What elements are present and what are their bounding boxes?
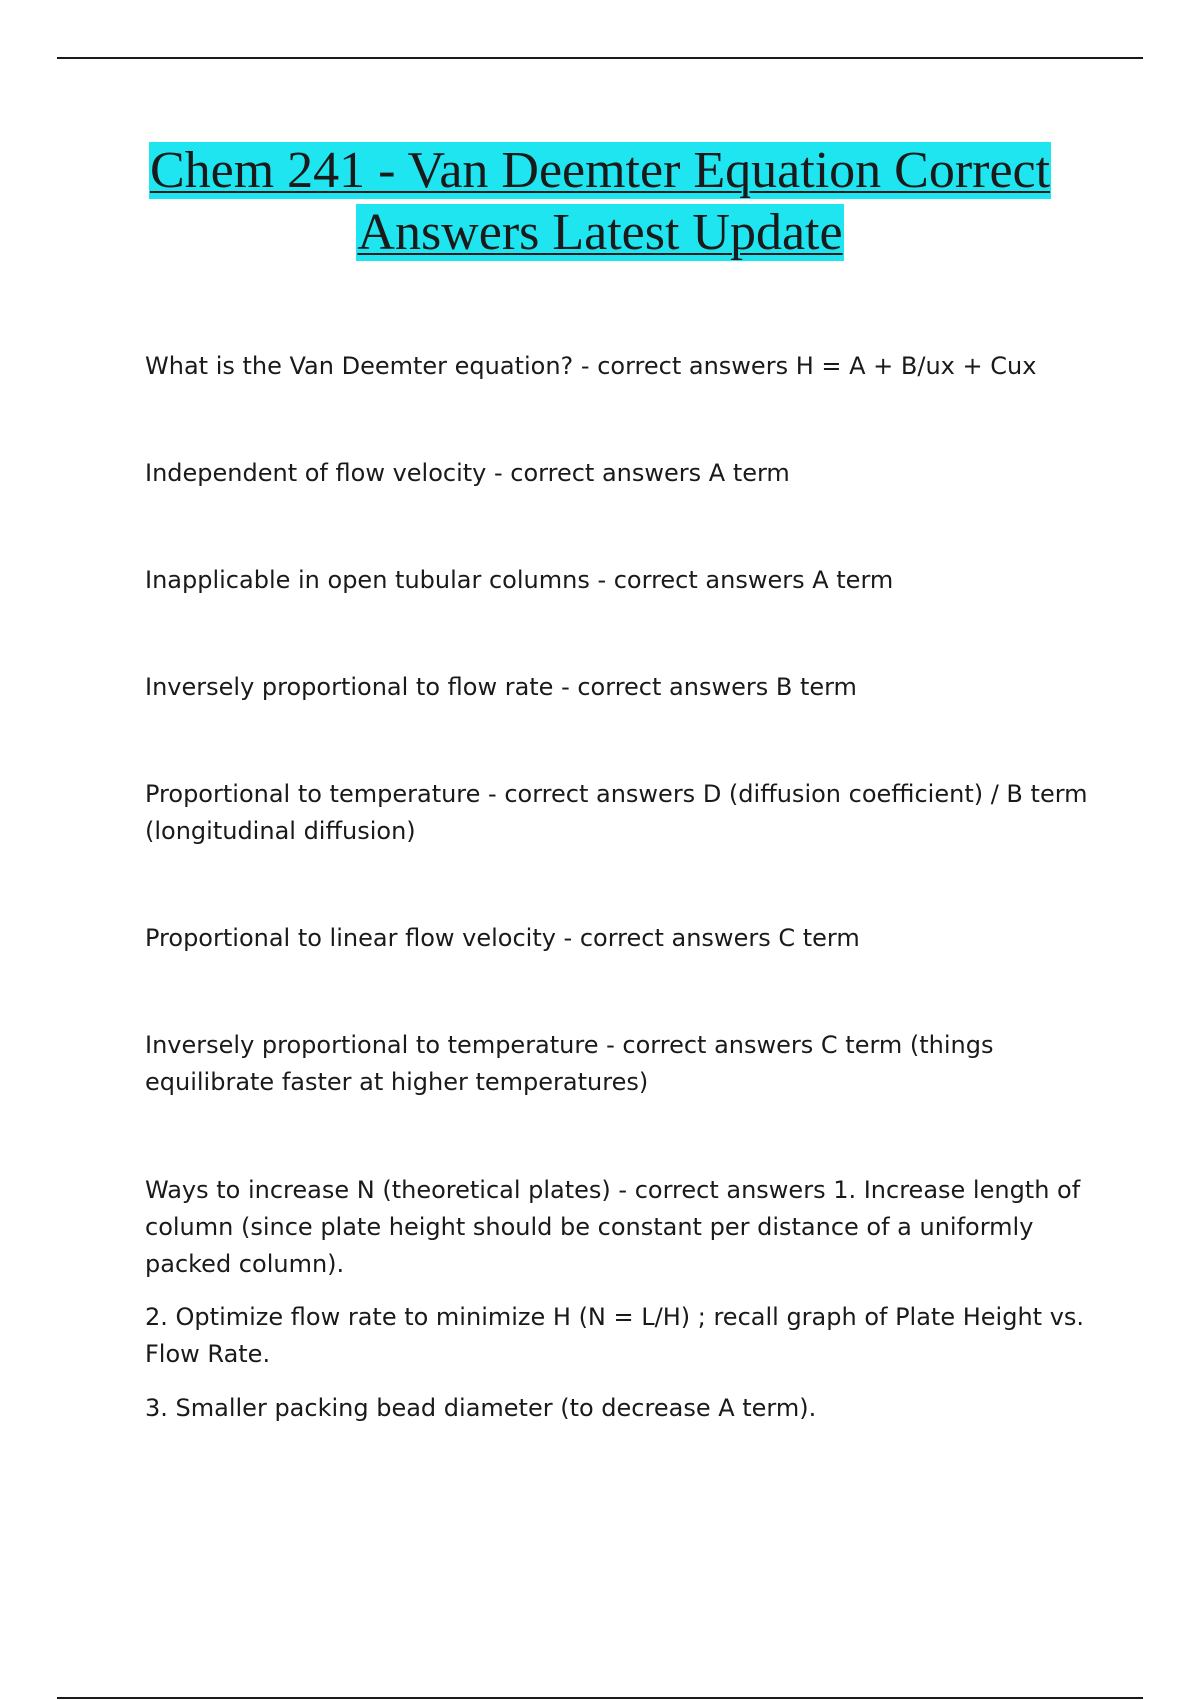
qa-item-6: Proportional to linear flow velocity - correct answers C term: [145, 924, 860, 952]
qa-item-5: Proportional to temperature - correct answers D (diffusion coefficient) / B term (longitudinal diffusion): [145, 780, 1088, 845]
qa-item-1: What is the Van Deemter equation? - correct answers H = A + B/ux + Cux: [145, 352, 1037, 380]
document-title-text: Chem 241 - Van Deemter Equation Correct Answers Latest Update: [149, 142, 1051, 261]
document-title: [100, 140, 1100, 264]
qa-item-8: Ways to increase N (theoretical plates) - correct answers 1. Increase length of column (since plate height should be constant per distance of a uniformly packed column).: [145, 1176, 1081, 1278]
qa-item-7: Inversely proportional to temperature - correct answers C term (things equilibrate faster at higher temperatures): [145, 1031, 994, 1096]
header-rule: [57, 57, 1143, 59]
qa-item-8-step-2: 2. Optimize flow rate to minimize H (N = L/H) ; recall graph of Plate Height vs. Flow Rate.: [145, 1303, 1085, 1368]
footer-rule: [57, 1697, 1143, 1699]
qa-item-8-step-3: 3. Smaller packing bead diameter (to decrease A term).: [145, 1394, 817, 1422]
qa-item-3: Inapplicable in open tubular columns - correct answers A term: [145, 566, 894, 594]
qa-item-2: Independent of flow velocity - correct answers A term: [145, 459, 790, 487]
qa-item-4: Inversely proportional to flow rate - correct answers B term: [145, 673, 857, 701]
